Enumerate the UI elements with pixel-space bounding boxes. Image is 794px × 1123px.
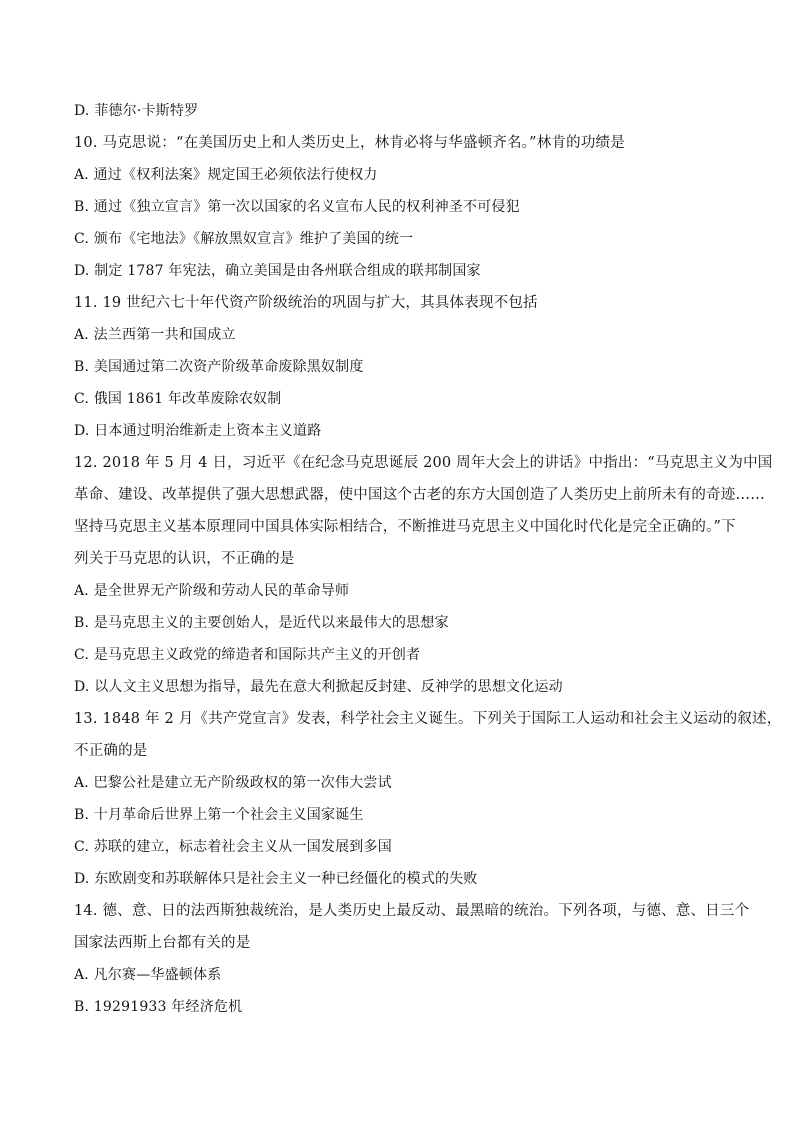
q12-stem-line4: 列关于马克思的认识，不正确的是 bbox=[74, 551, 295, 567]
q10-option-a: A. 通过《权利法案》规定国王必须依法行使权力 bbox=[74, 167, 378, 183]
q10-option-d: D. 制定 1787 年宪法，确立美国是由各州联合组成的联邦制国家 bbox=[74, 263, 481, 279]
q14-option-b: B. 19291933 年经济危机 bbox=[74, 999, 243, 1015]
q12-stem-line2: 革命、建设、改革提供了强大思想武器，使中国这个古老的东方大国创造了人类历史上前所未有的奇迹…… bbox=[74, 487, 765, 503]
q13-option-a: A. 巴黎公社是建立无产阶级政权的第一次伟大尝试 bbox=[74, 775, 392, 791]
q11-option-c: C. 俄国 1861 年改革废除农奴制 bbox=[74, 391, 282, 407]
q12-option-b: B. 是马克思主义的主要创始人，是近代以来最伟大的思想家 bbox=[74, 615, 449, 631]
q12-option-d: D. 以人文主义思想为指导，最先在意大利掀起反封建、反神学的思想文化运动 bbox=[74, 679, 563, 695]
q11-option-a: A. 法兰西第一共和国成立 bbox=[74, 327, 236, 343]
q14-stem-line1: 14. 德、意、日的法西斯独裁统治，是人类历史上最反动、最黑暗的统治。下列各项，与德、意、日三个 bbox=[74, 903, 750, 919]
q11-option-b: B. 美国通过第二次资产阶级革命废除黑奴制度 bbox=[74, 359, 364, 375]
q10-option-c: C. 颁布《宅地法》《解放黑奴宣言》维护了美国的统一 bbox=[74, 231, 414, 247]
q11-option-d: D. 日本通过明治维新走上资本主义道路 bbox=[74, 423, 322, 439]
q14-stem-line2: 国家法西斯上台都有关的是 bbox=[74, 935, 251, 951]
q9-option-d: D. 菲德尔·卡斯特罗 bbox=[74, 103, 199, 119]
q13-option-c: C. 苏联的建立，标志着社会主义从一国发展到多国 bbox=[74, 839, 392, 855]
q12-option-c: C. 是马克思主义政党的缔造者和国际共产主义的开创者 bbox=[74, 647, 421, 663]
q13-option-b: B. 十月革命后世界上第一个社会主义国家诞生 bbox=[74, 807, 364, 823]
q13-option-d: D. 东欧剧变和苏联解体只是社会主义一种已经僵化的模式的失败 bbox=[74, 871, 478, 887]
q12-option-a: A. 是全世界无产阶级和劳动人民的革命导师 bbox=[74, 583, 350, 599]
q13-stem-line2: 不正确的是 bbox=[74, 743, 148, 759]
q11-stem: 11. 19 世纪六七十年代资产阶级统治的巩固与扩大，其具体表现不包括 bbox=[74, 295, 538, 311]
q10-option-b: B. 通过《独立宣言》第一次以国家的名义宣布人民的权利神圣不可侵犯 bbox=[74, 199, 520, 215]
q14-option-a: A. 凡尔赛—华盛顿体系 bbox=[74, 967, 222, 983]
q12-stem-line3: 坚持马克思主义基本原理同中国具体实际相结合，不断推进马克思主义中国化时代化是完全正确的。”下 bbox=[74, 519, 736, 535]
q12-stem-line1: 12. 2018 年 5 月 4 日，习近平《在纪念马克思诞辰 200 周年大会上的讲话》中指出：“马克思主义为中国 bbox=[74, 455, 773, 471]
q10-stem: 10. 马克思说：“在美国历史上和人类历史上，林肯必将与华盛顿齐名。”林肯的功绩是 bbox=[74, 135, 625, 151]
q13-stem-line1: 13. 1848 年 2 月《共产党宣言》发表，科学社会主义诞生。下列关于国际工人运动和社会主义运动的叙述， bbox=[74, 711, 782, 727]
